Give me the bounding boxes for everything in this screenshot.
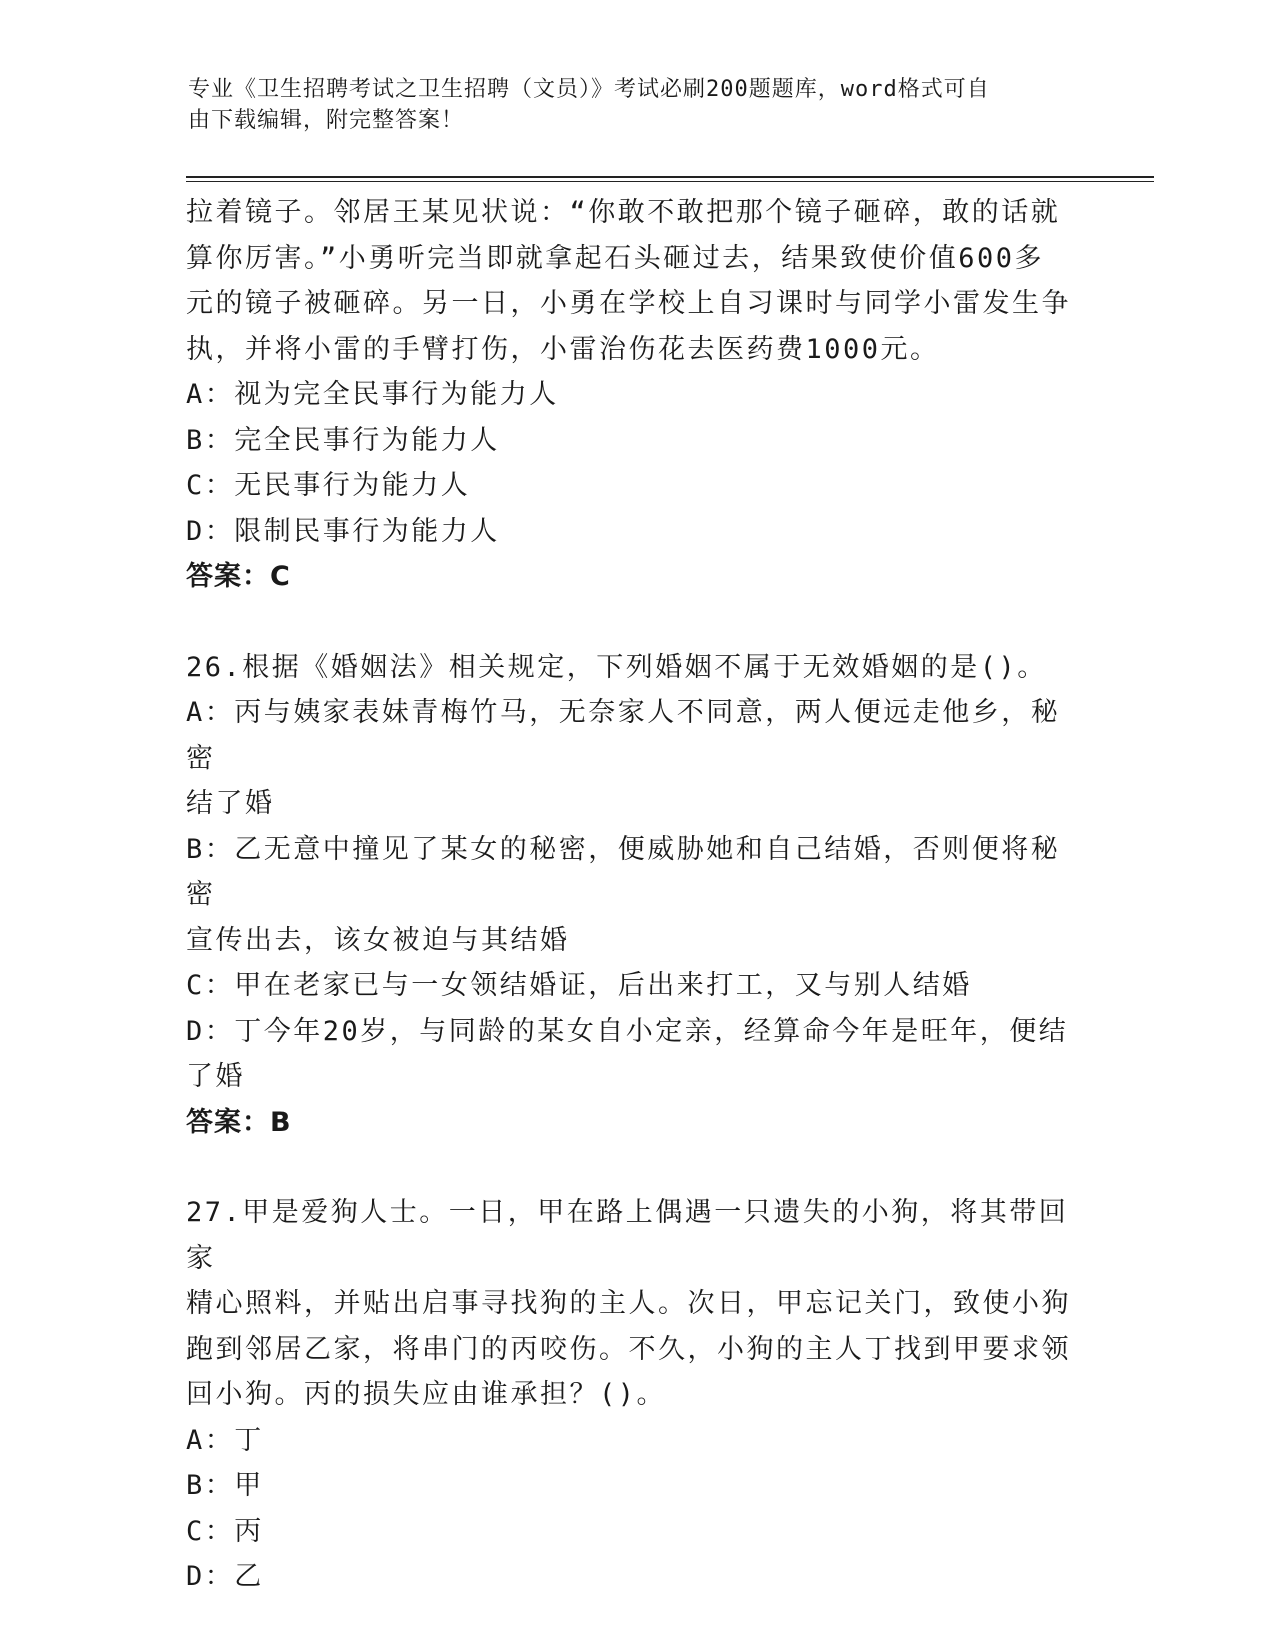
option-b: B：乙无意中撞见了某女的秘密，便威胁她和自己结婚，否则便将秘密: [186, 833, 1061, 910]
option-b: B：完全民事行为能力人: [186, 424, 500, 456]
option-d: D：限制民事行为能力人: [186, 515, 500, 547]
question-stem-line: 跑到邻居乙家，将串门的丙咬伤。不久，小狗的主人丁找到甲要求领: [186, 1333, 1071, 1365]
option-c: C：甲在老家已与一女领结婚证，后出来打工，又与别人结婚: [186, 970, 972, 1001]
question-content: [186, 190, 1086, 1600]
header-line-1: 专业《卫生招聘考试之卫生招聘（文员）》考试必刷200题题库，word格式可自: [188, 77, 990, 102]
option-b-continued: 宣传出去，该女被迫与其结婚: [186, 924, 570, 956]
option-d-continued: 了婚: [186, 1061, 245, 1092]
question-stem-line: 执，并将小雷的手臂打伤，小雷治伤花去医药费1000元。: [186, 333, 940, 365]
question-stem-line: 27.甲是爱狗人士。一日，甲在路上偶遇一只遗失的小狗，将其带回家: [186, 1197, 1069, 1274]
question-stem-line: 算你厉害。”小勇听完当即就拿起石头砸过去，结果致使价值600多: [186, 242, 1045, 274]
option-d: D：乙: [186, 1561, 264, 1592]
question-stem-line: 元的镜子被砸碎。另一日，小勇在学校上自习课时与同学小雷发生争: [186, 288, 1071, 319]
question-stem-line: 拉着镜子。邻居王某见状说：“你敢不敢把那个镜子砸碎，敢的话就: [186, 197, 1061, 228]
header-divider-thin: [186, 181, 1154, 182]
option-c: C：无民事行为能力人: [186, 470, 471, 501]
option-a: A：丙与姨家表妹青梅竹马，无奈家人不同意，两人便远走他乡，秘密: [186, 697, 1061, 774]
question-stem-line: 精心照料，并贴出启事寻找狗的主人。次日，甲忘记关门，致使小狗: [186, 1288, 1071, 1319]
option-a-continued: 结了婚: [186, 788, 275, 819]
question-stem-line: 26.根据《婚姻法》相关规定，下列婚姻不属于无效婚姻的是()。: [186, 651, 1047, 683]
answer-line: 答案：C: [186, 561, 291, 592]
header-divider-thick: [186, 176, 1154, 178]
question-stem-line: 回小狗。丙的损失应由谁承担？()。: [186, 1379, 667, 1410]
answer-line: 答案：B: [186, 1106, 292, 1138]
option-a: A：视为完全民事行为能力人: [186, 379, 559, 410]
document-header: [188, 74, 1068, 136]
option-d: D：丁今年20岁，与同龄的某女自小定亲，经算命今年是旺年，便结: [186, 1015, 1069, 1047]
question-spacer: [186, 600, 1086, 645]
header-line-2: 由下载编辑，附完整答案！: [188, 108, 465, 133]
question-spacer: [186, 1145, 1086, 1190]
option-c: C：丙: [186, 1515, 264, 1547]
option-b: B：甲: [186, 1470, 264, 1501]
option-a: A：丁: [186, 1424, 264, 1456]
